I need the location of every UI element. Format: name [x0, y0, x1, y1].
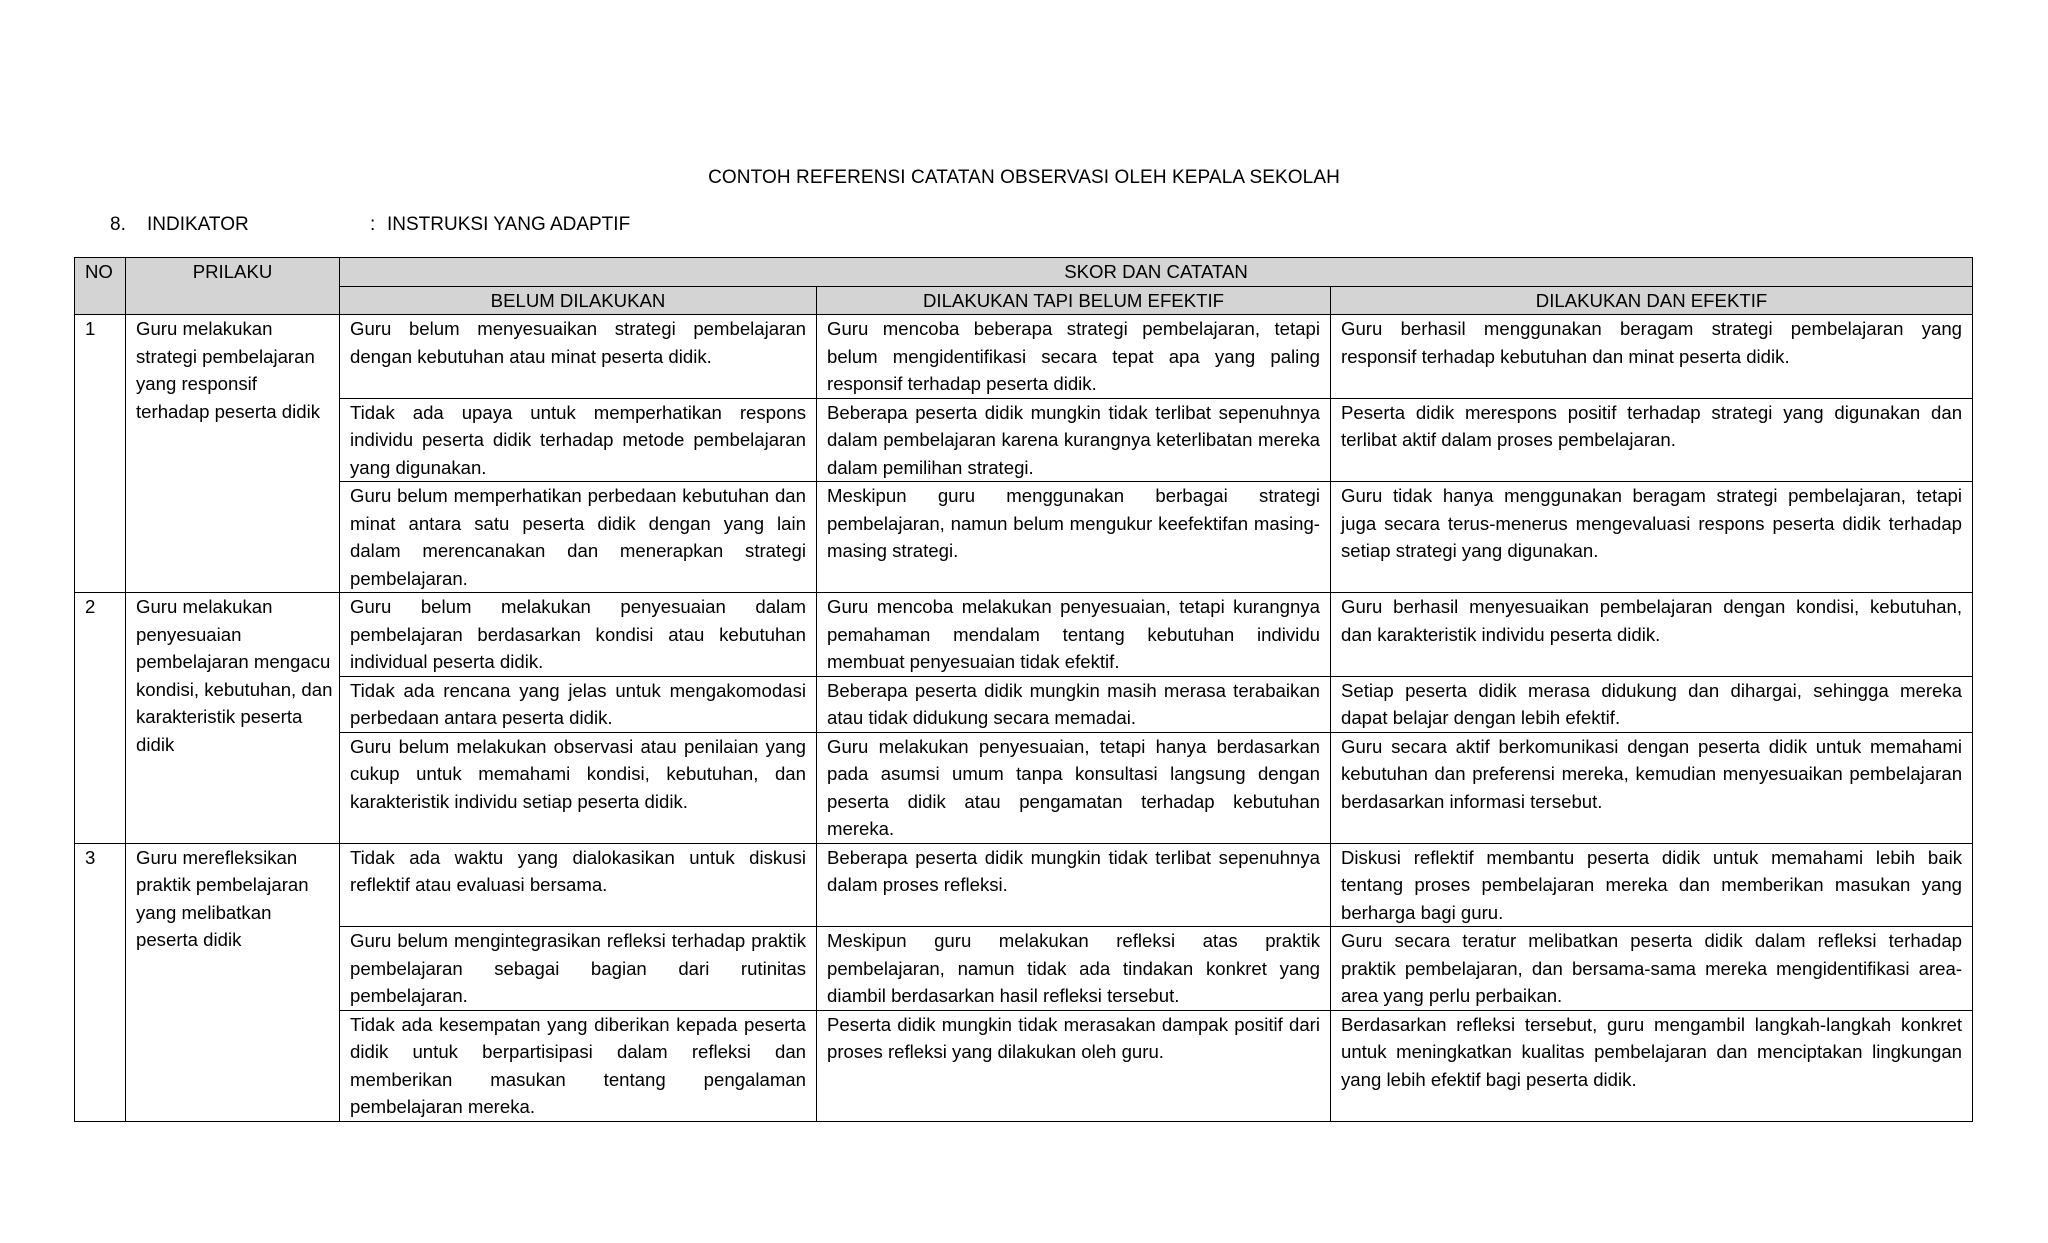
cell-tapi-belum: Meskipun guru melakukan refleksi atas praktik pembelajaran, namun tidak ada tindakan konkret yang diambil berdasarkan hasil refleksi tersebut.: [817, 927, 1331, 1011]
cell-belum: Tidak ada upaya untuk memperhatikan respons individu peserta didik terhadap metode pembelajaran yang digunakan.: [340, 398, 817, 482]
cell-tapi-belum: Guru melakukan penyesuaian, tetapi hanya berdasarkan pada asumsi umum tanpa konsultasi langsung dengan peserta didik atau pengamatan terhadap kebutuhan mereka.: [817, 732, 1331, 843]
cell-efektif: Diskusi reflektif membantu peserta didik untuk memahami lebih baik tentang proses pembelajaran mereka dan memberikan masukan yang berharga bagi guru.: [1331, 843, 1973, 927]
indicator-number: 8.: [110, 214, 126, 235]
indicator-label: INDIKATOR: [147, 214, 249, 235]
cell-belum: Tidak ada kesempatan yang diberikan kepada peserta didik untuk berpartisipasi dalam refleksi dan memberikan masukan tentang pengalaman pembelajaran mereka.: [340, 1010, 817, 1121]
table-header: [75, 258, 1973, 315]
header-row-top: [75, 258, 1973, 287]
cell-efektif: Guru secara aktif berkomunikasi dengan peserta didik untuk memahami kebutuhan dan preferensi mereka, kemudian menyesuaikan pembelajaran berdasarkan informasi tersebut.: [1331, 732, 1973, 843]
cell-efektif: Setiap peserta didik merasa didukung dan dihargai, sehingga mereka dapat belajar dengan lebih efektif.: [1331, 676, 1973, 732]
table-row: [75, 732, 1973, 843]
row-number: 3: [75, 843, 126, 1121]
cell-belum: Tidak ada rencana yang jelas untuk mengakomodasi perbedaan antara peserta didik.: [340, 676, 817, 732]
cell-efektif: Guru tidak hanya menggunakan beragam strategi pembelajaran, tetapi juga secara terus-menerus mengevaluasi respons peserta didik terhadap setiap strategi yang digunakan.: [1331, 482, 1973, 593]
cell-belum: Tidak ada waktu yang dialokasikan untuk diskusi reflektif atau evaluasi bersama.: [340, 843, 817, 927]
cell-efektif: Berdasarkan refleksi tersebut, guru mengambil langkah-langkah konkret untuk meningkatkan kualitas pembelajaran dan menciptakan lingkungan yang lebih efektif bagi peserta didik.: [1331, 1010, 1973, 1121]
cell-efektif: Guru berhasil menggunakan beragam strategi pembelajaran yang responsif terhadap kebutuhan dan minat peserta didik.: [1331, 315, 1973, 399]
table-row: [75, 398, 1973, 482]
cell-tapi-belum: Peserta didik mungkin tidak merasakan dampak positif dari proses refleksi yang dilakukan oleh guru.: [817, 1010, 1331, 1121]
table-row: [75, 593, 1973, 677]
indicator-line: [110, 214, 630, 236]
header-dilakukan-tapi-belum-efektif: DILAKUKAN TAPI BELUM EFEKTIF: [817, 286, 1331, 315]
table-body: [75, 315, 1973, 1122]
header-prilaku: PRILAKU: [126, 258, 340, 315]
behavior-cell: Guru merefleksikan praktik pembelajaran yang melibatkan peserta didik: [126, 843, 340, 1121]
header-row-sub: [75, 286, 1973, 315]
cell-efektif: Guru berhasil menyesuaikan pembelajaran dengan kondisi, kebutuhan, dan karakteristik individu peserta didik.: [1331, 593, 1973, 677]
cell-tapi-belum: Guru mencoba beberapa strategi pembelajaran, tetapi belum mengidentifikasi secara tepat apa yang paling responsif terhadap peserta didik.: [817, 315, 1331, 399]
cell-tapi-belum: Beberapa peserta didik mungkin tidak terlibat sepenuhnya dalam pembelajaran karena kurangnya keterlibatan mereka dalam pemilihan strategi.: [817, 398, 1331, 482]
cell-efektif: Guru secara teratur melibatkan peserta didik dalam refleksi terhadap praktik pembelajaran, dan bersama-sama mereka mengidentifikasi area-area yang perlu perbaikan.: [1331, 927, 1973, 1011]
cell-tapi-belum: Beberapa peserta didik mungkin masih merasa terabaikan atau tidak didukung secara memadai.: [817, 676, 1331, 732]
indicator-colon: :: [370, 214, 376, 235]
observation-table: [74, 257, 1973, 1122]
table-row: [75, 1010, 1973, 1121]
cell-tapi-belum: Beberapa peserta didik mungkin tidak terlibat sepenuhnya dalam proses refleksi.: [817, 843, 1331, 927]
header-dilakukan-dan-efektif: DILAKUKAN DAN EFEKTIF: [1331, 286, 1973, 315]
cell-tapi-belum: Guru mencoba melakukan penyesuaian, tetapi kurangnya pemahaman mendalam tentang kebutuhan individu membuat penyesuaian tidak efektif.: [817, 593, 1331, 677]
indicator-value: INSTRUKSI YANG ADAPTIF: [387, 214, 631, 235]
cell-tapi-belum: Meskipun guru menggunakan berbagai strategi pembelajaran, namun belum mengukur keefektifan masing-masing strategi.: [817, 482, 1331, 593]
cell-belum: Guru belum menyesuaikan strategi pembelajaran dengan kebutuhan atau minat peserta didik.: [340, 315, 817, 399]
behavior-cell: Guru melakukan strategi pembelajaran yang responsif terhadap peserta didik: [126, 315, 340, 593]
cell-belum: Guru belum melakukan penyesuaian dalam pembelajaran berdasarkan kondisi atau kebutuhan individual peserta didik.: [340, 593, 817, 677]
header-skor-dan-catatan: SKOR DAN CATATAN: [340, 258, 1973, 287]
header-belum-dilakukan: BELUM DILAKUKAN: [340, 286, 817, 315]
table-row: [75, 676, 1973, 732]
header-no: NO: [75, 258, 126, 315]
cell-belum: Guru belum memperhatikan perbedaan kebutuhan dan minat antara satu peserta didik dengan yang lain dalam merencanakan dan menerapkan strategi pembelajaran.: [340, 482, 817, 593]
document-title: CONTOH REFERENSI CATATAN OBSERVASI OLEH KEPALA SEKOLAH: [708, 167, 1340, 188]
behavior-cell: Guru melakukan penyesuaian pembelajaran mengacu kondisi, kebutuhan, dan karakteristik peserta didik: [126, 593, 340, 844]
table-row: [75, 843, 1973, 927]
row-number: 2: [75, 593, 126, 844]
row-number: 1: [75, 315, 126, 593]
table-row: [75, 482, 1973, 593]
table-row: [75, 927, 1973, 1011]
cell-belum: Guru belum mengintegrasikan refleksi terhadap praktik pembelajaran sebagai bagian dari rutinitas pembelajaran.: [340, 927, 817, 1011]
cell-efektif: Peserta didik merespons positif terhadap strategi yang digunakan dan terlibat aktif dalam proses pembelajaran.: [1331, 398, 1973, 482]
table-row: [75, 315, 1973, 399]
cell-belum: Guru belum melakukan observasi atau penilaian yang cukup untuk memahami kondisi, kebutuhan, dan karakteristik individu setiap peserta didik.: [340, 732, 817, 843]
